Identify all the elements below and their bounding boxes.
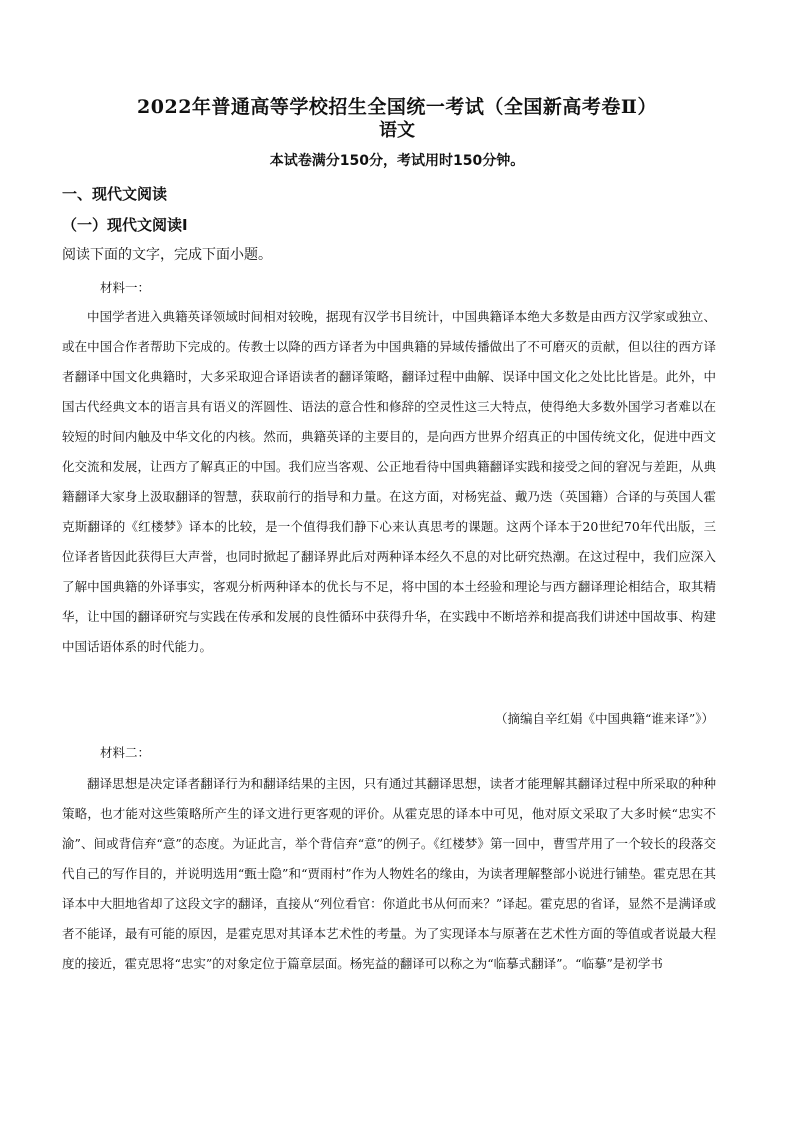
section-heading: 一、现代文阅读 (62, 185, 168, 203)
exam-title: 2022年普通高等学校招生全国统一考试（全国新高考卷Ⅱ） (137, 96, 657, 118)
reading-instruction: 阅读下面的文字，完成下面小题。 (62, 247, 272, 263)
material-two-label: 材料二： (100, 745, 151, 760)
material-one-text: 中国学者进入典籍英译领域时间相对较晚，据现有汉学书目统计，中国典籍译本绝大多数是由西方汉学家或独立、或在中国合作者帮助下完成的。传教士以降的西方译者为中国典籍的异域传播做出了不可磨灭的贡献，但以往的西方译者翻译中国文化典籍时，大多采取迎合译语读者的翻译策略，翻译过程中曲解、误译中国文化之处比比皆是。此外，中国古代经典文本的语言具有语义的浑圆性、语法的意合性和修辞的空灵性这三大特点，使得绝大多数外国学习者难以在较短的时间内触及中华文化的内核。然而，典籍英译的主要目的，是向西方世界介绍真正的中国传统文化，促进中西文化交流和发展，让西方了解真正的中国。我们应当客观、公正地看待中国典籍翻译实践和接受之间的窘况与差距，从典籍翻译大家身上汲取翻译的智慧，获取前行的指导和力量。在这方面，对杨宪益、戴乃迭（英国籍）合译的与英国人霍克斯翻译的《红楼梦》译本的比较，是一个值得我们静下心来认真思考的课题。这两个译本于20世纪70年代出版，三位译者皆因此获得巨大声誉，也同时掀起了翻译界此后对两种译本经久不息的对比研究热潮。在这过程中，我们应深入了解中国典籍的外译事实，客观分析两种译本的优长与不足，将中国的本土经验和理论与西方翻译理论相结合，取其精华，让中国的翻译研究与实践在传承和发展的良性循环中获得升华，在实践中不断培养和提高我们讲述中国故事、构建中国话语体系的时代能力。 (62, 309, 716, 654)
material-two-text: 翻译思想是决定译者翻译行为和翻译结果的主因，只有通过其翻译思想，读者才能理解其翻译过程中所采取的种种策略，也才能对这些策略所产生的译文进行更客观的评价。从霍克思的译本中可见，他对原文采取了大多时候“忠实不渝”、间或背信弃“意”的态度。为证此言，举个背信弃“意”的例子。《红楼梦》第一回中，曹雪芹用了一个较长的段落交代自己的写作目的，并说明选用“甄士隐”和“贾雨村”作为人物姓名的缘由，为读者理解整部小说进行铺垫。霍克思在其译本中大胆地省却了这段文字的翻译，直接从“列位看官：你道此书从何而来？”译起。霍克思的省译，显然不是满译或者不能译，最有可能的原因，是霍克思对其译本艺术性的考量。为了实现译本与原著在艺术性方面的等值或者说最大程度的接近，霍克思将“忠实”的对象定位于篇章层面。杨宪益的翻译可以称之为“临摹式翻译”。“临摹”是初学书 (62, 776, 716, 971)
material-one-source: （摘编自辛红娟《中国典籍“谁来译”》） (494, 711, 714, 726)
subject-title: 语文 (379, 120, 415, 141)
material-one-label: 材料一： (100, 280, 151, 295)
score-info: 本试卷满分150分，考试用时150分钟。 (269, 153, 525, 169)
section-subheading: （一）现代文阅读Ⅰ (62, 216, 188, 234)
